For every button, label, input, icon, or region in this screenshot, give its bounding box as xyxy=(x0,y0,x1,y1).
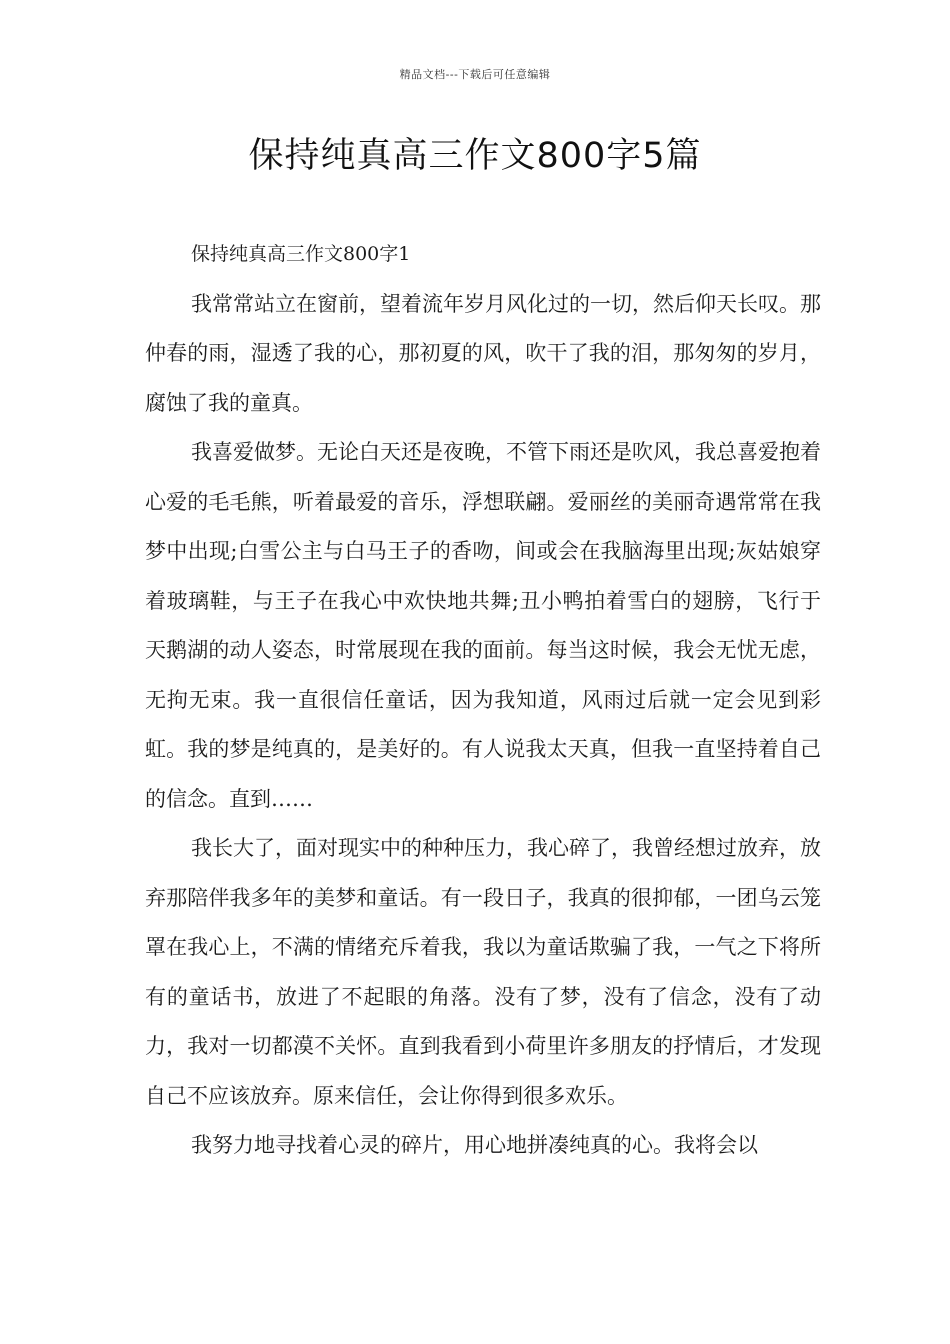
paragraph-4: 我努力地寻找着心灵的碎片，用心地拼凑纯真的心。我将会以 xyxy=(191,1133,758,1157)
document-title: 保持纯真高三作文800字5篇 xyxy=(248,136,702,176)
document-body xyxy=(145,230,821,1171)
paragraph-2: 我喜爱做梦。无论白天还是夜晚，不管下雨还是吹风，我总喜爱抱着心爱的毛毛熊，听着最爱的音乐，浮想联翩。爱丽丝的美丽奇遇常常在我梦中出现;白雪公主与白马王子的香吻，间或会在我脑海里出现;灰姑娘穿着玻璃鞋，与王子在我心中欢快地共舞;丑小鸭拍着雪白的翅膀，飞行于天鹅湖的动人姿态，时常展现在我的面前。每当这时候，我会无忧无虑，无拘无束。我一直很信任童话，因为我知道，风雨过后就一定会见到彩虹。我的梦是纯真的，是美好的。有人说我太天真，但我一直坚持着自己的信念。直到…… xyxy=(145,440,821,811)
section-subheading: 保持纯真高三作文800字1 xyxy=(191,243,411,265)
paragraph-3: 我长大了，面对现实中的种种压力，我心碎了，我曾经想过放弃，放弃那陪伴我多年的美梦和童话。有一段日子，我真的很抑郁，一团乌云笼罩在我心上，不满的情绪充斥着我，我以为童话欺骗了我，一气之下将所有的童话书，放进了不起眼的角落。没有了梦，没有了信念，没有了动力，我对一切都漠不关怀。直到我看到小荷里许多朋友的抒情后，才发现自己不应该放弃。原来信任，会让你得到很多欢乐。 xyxy=(145,836,821,1108)
header-note: 精品文档---下载后可任意编辑 xyxy=(399,68,551,81)
paragraph-1: 我常常站立在窗前，望着流年岁月风化过的一切，然后仰天长叹。那仲春的雨，湿透了我的心，那初夏的风，吹干了我的泪，那匆匆的岁月，腐蚀了我的童真。 xyxy=(145,291,821,415)
